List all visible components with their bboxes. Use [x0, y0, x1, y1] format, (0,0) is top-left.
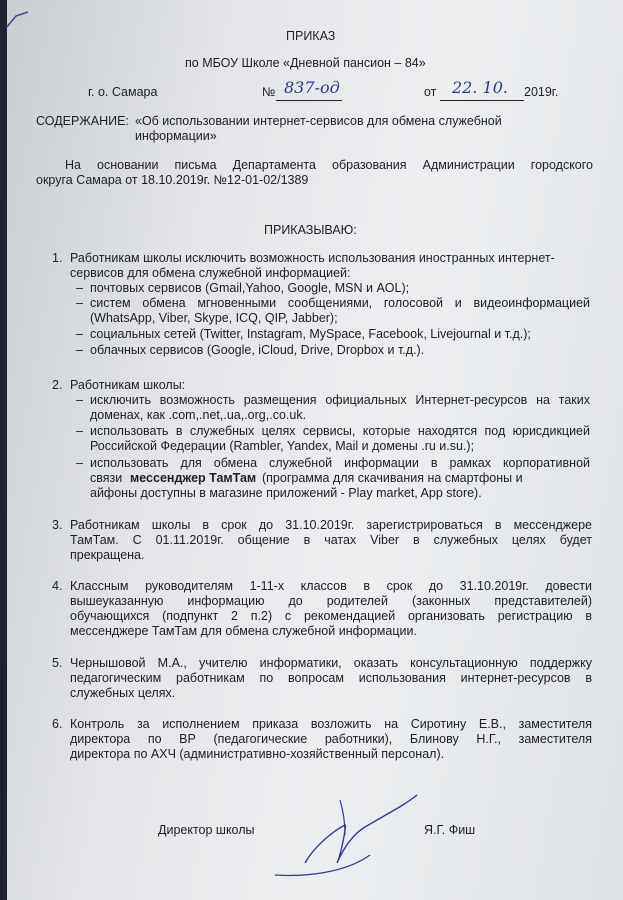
item-1-line-2: сервисов для обмена служебной информацией: — [70, 266, 351, 280]
order-word: ПРИКАЗЫВАЮ: — [264, 223, 357, 237]
item-5-line-1: Чернышовой М.А., учителю информатики, оказать консультационную поддержку — [70, 656, 592, 670]
item-4-line-2: вышеуказанную информацию до родителей (законных представителей) — [70, 594, 592, 608]
item-4-line-1: Классным руководителям 1-11-х классов в срок до 31.10.2019г. довести — [70, 579, 592, 593]
item-5-line-3: служебных целях. — [70, 686, 176, 700]
item-2-bullet: – — [76, 424, 83, 438]
item-2-sub-3c: айфоны доступны в магазине приложений - Play market, App store). — [90, 486, 482, 500]
date-year: 2019г. — [524, 85, 559, 99]
item-3-line-3: прекращена. — [70, 548, 145, 562]
item-2-bullet: – — [76, 456, 83, 470]
item-2-number: 2. — [52, 378, 63, 392]
signer-name: Я.Г. Фиш — [424, 823, 476, 837]
item-1-sub-1: почтовых сервисов (Gmail,Yahoo, Google, MSN и AOL); — [90, 281, 410, 295]
content-line-1: «Об использовании интернет-сервисов для обмена служебной — [135, 114, 502, 128]
item-1-sub-3: социальных сетей (Twitter, Instagram, MySpace, Facebook, Livejournal и т.д.); — [90, 327, 531, 341]
item-2-bullet: – — [76, 393, 83, 407]
item-2-sub-2b: Российской Федерации (Rambler, Yandex, Mail и домены .ru и.su.); — [90, 439, 475, 453]
item-4-line-3: обучающихся (подпункт 2 п.2) с рекомендацией организовать регистрацию в — [70, 609, 592, 623]
date-underline — [440, 100, 524, 101]
item-5-number: 5. — [52, 656, 63, 670]
item-1-sub-2: систем обмена мгновенными сообщениями, голосовой и видеоинформацией — [90, 296, 590, 310]
item-1-bullet: – — [76, 343, 83, 357]
item-1-sub-4: облачных сервисов (Google, iCloud, Drive, Dropbox и т.д.). — [90, 343, 425, 357]
item-2-sub-3-prefix: связи — [90, 471, 123, 485]
item-6-line-1: Контроль за исполнением приказа возложить на Сиротину Е.В., заместителя — [70, 717, 592, 731]
signer-role: Директор школы — [158, 823, 255, 837]
item-2-sub-1: исключить возможность размещения официальных Интернет-ресурсов на таких — [90, 393, 590, 407]
content-label: СОДЕРЖАНИЕ: — [36, 114, 129, 128]
doc-title: ПРИКАЗ — [286, 29, 336, 43]
item-6-number: 6. — [52, 717, 63, 731]
item-2-sub-1b: доменах, как .com,.net,.ua,.org,.co.uk. — [90, 408, 307, 422]
item-1-sub-2b: (WhatsApp, Viber, Skype, ICQ, QIP, Jabber); — [90, 311, 338, 325]
item-2-sub-3-rest: (программа для скачивания на смартфоны и — [262, 471, 523, 485]
item-3-number: 3. — [52, 518, 63, 532]
basis-line-1: На основании письма Департамента образования Администрации городского — [65, 158, 593, 172]
item-3-line-1: Работникам школы в срок до 31.10.2019г. зарегистрироваться в мессенджере — [70, 518, 592, 532]
item-5-line-2: педагогическим работникам по вопросам использования интернет-ресурсов в — [70, 671, 592, 685]
basis-line-2: округа Самара от 18.10.2019г. №12-01-02/1389 — [36, 173, 309, 187]
item-1-line-1: Работникам школы исключить возможность использования иностранных интернет- — [70, 251, 555, 265]
content-line-2: информации» — [135, 129, 217, 143]
item-6-line-2: директора по ВР (педагогические работники), Блинову Н.Г., заместителя — [70, 732, 592, 746]
number-prefix: № — [262, 85, 276, 99]
signature-image — [245, 785, 425, 885]
item-1-bullet: – — [76, 327, 83, 341]
item-1-number: 1. — [52, 251, 63, 265]
item-2-line-1: Работникам школы: — [70, 378, 186, 392]
number-underline — [276, 100, 342, 101]
item-4-number: 4. — [52, 579, 63, 593]
item-6-line-3: директора по АХЧ (административно-хозяйственный персонал). — [70, 747, 445, 761]
city: г. о. Самара — [88, 85, 158, 99]
item-4-line-4: мессенджере ТамТам для обмена служебной информации. — [70, 624, 417, 638]
item-3-line-2: ТамТам. С 01.11.2019г. общение в чатах Viber в служебных целях будет — [70, 533, 592, 547]
item-1-bullet: – — [76, 296, 83, 310]
item-2-sub-3: использовать для обмена служебной информации в рамках корпоративной — [90, 456, 590, 470]
pen-mark-icon — [4, 10, 30, 32]
date-prefix: от — [424, 85, 437, 99]
order-number: 837-од — [284, 78, 340, 97]
order-date: 22. 10. — [452, 78, 508, 97]
paper-edge-shadow — [0, 0, 7, 900]
item-2-sub-2: использовать в служебных целях сервисы, которые находятся под юрисдикцией — [90, 424, 590, 438]
doc-subtitle: по МБОУ Школе «Дневной пансион – 84» — [185, 56, 426, 70]
item-2-messenger: мессенджер ТамТам — [130, 471, 257, 485]
item-1-bullet: – — [76, 281, 83, 295]
